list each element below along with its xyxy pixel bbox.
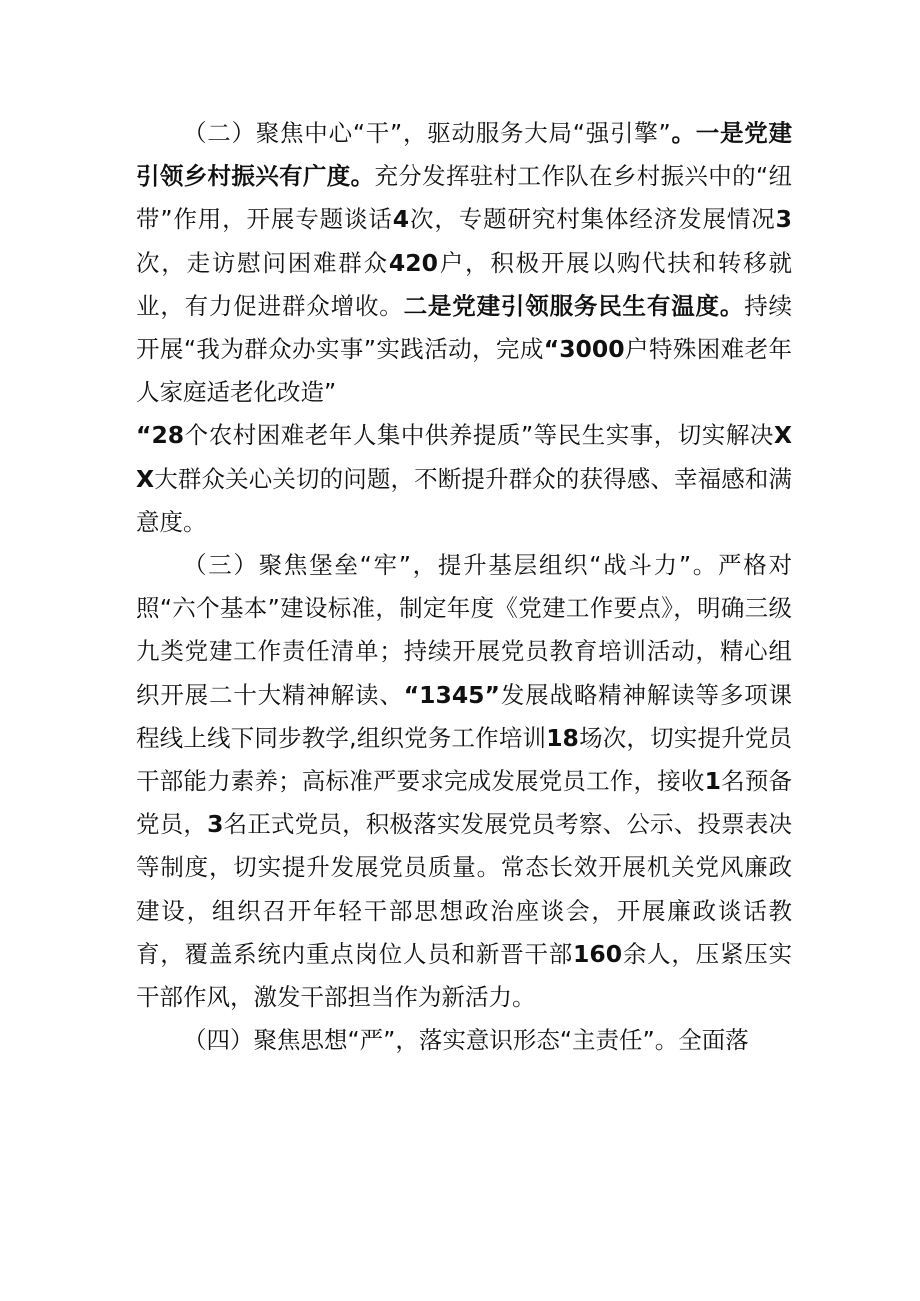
text-run: 发展战略精神解读等多项课程线上线下同步教学,组织党务工作培训 [136,680,793,752]
bold-text-run: 4 [392,205,410,234]
paragraph-3 [136,544,792,1019]
text-run: 持续开展“我为群众办实事”实践活动，完成 [136,291,793,364]
bold-text-run: 1 [704,767,721,796]
text-run: 余人，压紧压实干部作风，激发干部担当作为新活力。 [136,939,793,1012]
text-run: 充分发挥驻村工作队在乡村振兴中的“纽带”作用，开展专题谈话 [136,162,792,234]
text-run: 名预备党员， [136,767,793,839]
bold-text-run: 18 [546,723,579,752]
bold-text-run: XX [136,421,792,493]
bold-text-run: “3000 [543,335,625,364]
text-run: 次，专题研究村集体经济发展情况 [409,205,776,234]
text-run: 大群众关心关切的问题，不断提升群众的获得感、幸福感和满意度。 [136,464,792,536]
bold-text-run: 3 [775,205,792,234]
bold-text-run: “28 [136,421,185,450]
paragraph-1 [136,112,792,414]
text-run: （二）聚焦中心“干”，驱动服务大局“强引擎” [183,119,671,147]
bold-text-run: 二是党建引领服务民生有温度。 [403,291,745,320]
bold-text-run: 3 [207,810,224,839]
text-run: 场次，切实提升党员干部能力素养；高标准严要求完成发展党员工作，接收 [136,723,792,796]
text-run: 户特殊困难老年人家庭适老化改造” [136,335,793,407]
bold-text-run: 160 [573,939,623,968]
text-run: 个农村困难老年人集中供养提质”等民生实事，切实解决 [184,421,774,450]
text-run: （三）聚焦堡垒“牢”，提升基层组织“战斗力”。严格对照“六个基本”建设标准，制定年度《党建工作要点》，明确三级九类党建工作责任清单；持续开展党员教育培训活动，精心组织开展二十大精神解读、 [136,551,792,709]
paragraph-2 [136,414,792,544]
text-run: 名正式党员，积极落实发展党员考察、公示、投票表决等制度，切实提升发展党员质量。常态长效开展机关党风廉政建设，组织召开年轻干部思想政治座谈会，开展廉政谈话教育，覆盖系统内重点岗位人员和新晋干部 [136,810,793,968]
bold-text-run: 。一是党建引领乡村振兴有广度。 [136,119,792,191]
bold-text-run: 420 [388,248,438,277]
document-body [136,112,792,1062]
text-run: 次，走访慰问困难群众 [136,248,389,277]
text-run: 户，积极开展以购代扶和转移就业，有力促进群众增收。 [136,248,792,320]
bold-text-run: “1345” [403,680,500,709]
text-run: （四）聚焦思想“严”，落实意识形态“主责任”。全面落 [183,1026,749,1055]
paragraph-4 [136,1019,792,1062]
